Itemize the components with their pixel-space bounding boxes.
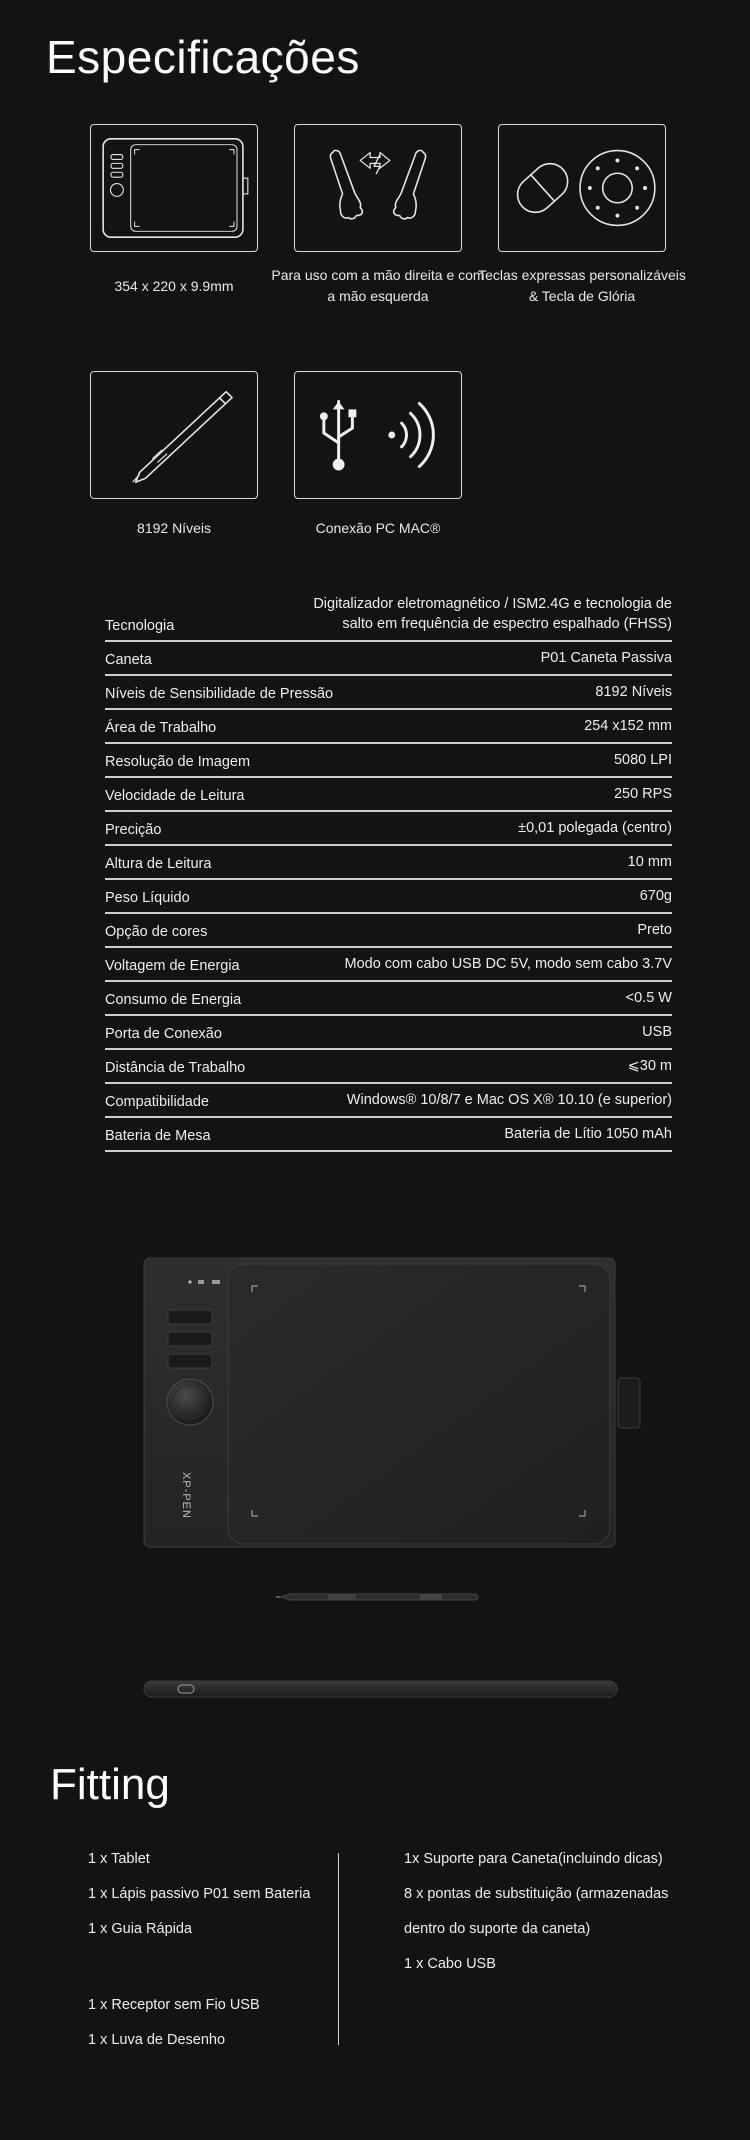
page-title: Especificações <box>46 31 360 83</box>
fitting-list-left <box>88 1842 310 2058</box>
spec-label: Porta de Conexão <box>105 1026 222 1042</box>
spec-label: Consumo de Energia <box>105 992 242 1008</box>
spec-value: ⩽30 m <box>627 1058 672 1074</box>
fitting-list-right <box>404 1842 668 1982</box>
spec-row <box>105 1084 672 1118</box>
fitting-item: 1 x Cabo USB <box>404 1956 496 1972</box>
spec-label: Peso Líquido <box>105 890 190 906</box>
spec-value: Modo com cabo USB DC 5V, modo sem cabo 3.7V <box>344 956 672 972</box>
spec-value: 670g <box>639 888 672 904</box>
spec-value: Windows® 10/8/7 e Mac OS X® 10.10 (e superior) <box>346 1092 672 1108</box>
spec-value: 5080 LPI <box>613 752 672 768</box>
spec-row <box>105 1016 672 1050</box>
spec-label: Caneta <box>105 652 152 668</box>
spec-label: Bateria de Mesa <box>105 1128 211 1144</box>
fitting-item: 1x Suporte para Caneta(incluindo dicas) <box>404 1851 663 1867</box>
pen-pressure-icon <box>90 371 258 499</box>
spec-table <box>105 596 672 1152</box>
product-illustration <box>0 1240 750 1710</box>
spec-label: Opção de cores <box>105 924 208 940</box>
spec-label: Tecnologia <box>105 618 175 634</box>
spec-value: USB <box>642 1024 672 1040</box>
tablet-side-image <box>144 1681 617 1697</box>
fitting-spacer <box>88 1947 310 1988</box>
spec-value: Bateria de Lítio 1050 mAh <box>504 1126 672 1142</box>
feature-caption: 8192 Níveis <box>137 520 211 536</box>
fitting-item: 1 x Luva de Desenho <box>88 2032 226 2048</box>
fitting-item: 1 x Lápis passivo P01 sem Bateria <box>88 1886 311 1902</box>
spec-row <box>105 596 672 642</box>
feature-caption: Conexão PC MAC® <box>315 520 441 536</box>
spec-label: Área de Trabalho <box>105 720 217 736</box>
spec-row <box>105 846 672 880</box>
feature-caption: Para uso com a mão direita e com a mão esquerda <box>271 267 485 304</box>
feature-caption: Teclas expressas personalizáveis & Tecla de Glória <box>478 267 686 304</box>
spec-row <box>105 1050 672 1084</box>
spec-label: Altura de Leitura <box>105 856 212 872</box>
spec-row <box>105 1118 672 1152</box>
spec-label: Distância de Trabalho <box>105 1060 246 1076</box>
spec-row <box>105 914 672 948</box>
left-right-hand-icon <box>294 124 462 252</box>
spec-label: Voltagem de Energia <box>105 958 240 974</box>
spec-value: 254 x152 mm <box>584 718 672 734</box>
fitting-item: 1 x Guia Rápida <box>88 1921 192 1937</box>
spec-label: Compatibilidade <box>105 1094 209 1110</box>
spec-value: Preto <box>637 922 672 938</box>
spec-label: Velocidade de Leitura <box>105 788 245 804</box>
usb-wireless-icon <box>294 371 462 499</box>
fitting-item: 1 x Receptor sem Fio USB <box>88 1997 260 2013</box>
fitting-title: Fitting <box>50 1760 170 1809</box>
feature-caption: 354 x 220 x 9.9mm <box>114 278 234 294</box>
spec-row <box>105 948 672 982</box>
fitting-item: dentro do suporte da caneta) <box>404 1921 591 1937</box>
spec-row <box>105 880 672 914</box>
spec-row <box>105 778 672 812</box>
express-keys-dial-icon <box>498 124 666 252</box>
spec-row <box>105 812 672 846</box>
fitting-item: 8 x pontas de substituição (armazenadas <box>404 1886 669 1902</box>
spec-row <box>105 744 672 778</box>
tablet-image <box>144 1258 640 1547</box>
spec-value: ±0,01 polegada (centro) <box>518 820 672 836</box>
spec-row <box>105 642 672 676</box>
spec-value: Digitalizador eletromagnético / ISM2.4G e tecnologia de salto em frequência de espectro espalhado (FHSS) <box>313 596 672 632</box>
spec-label: Resolução de Imagem <box>105 754 251 770</box>
pen-image <box>276 1594 478 1600</box>
spec-label: Níveis de Sensibilidade de Pressão <box>105 686 334 702</box>
tablet-dimensions-icon <box>90 124 258 252</box>
spec-row <box>105 676 672 710</box>
spec-label: Precição <box>105 822 162 838</box>
spec-value: 10 mm <box>627 854 672 870</box>
fitting-divider <box>338 1853 339 2045</box>
spec-value: 250 RPS <box>613 786 672 802</box>
spec-value: <0.5 W <box>625 990 672 1006</box>
brand-logo: XP-PEN <box>180 1472 192 1519</box>
spec-value: 8192 Níveis <box>595 684 672 700</box>
spec-row <box>105 710 672 744</box>
spec-row <box>105 982 672 1016</box>
fitting-item: 1 x Tablet <box>88 1851 150 1867</box>
spec-value: P01 Caneta Passiva <box>540 650 672 666</box>
